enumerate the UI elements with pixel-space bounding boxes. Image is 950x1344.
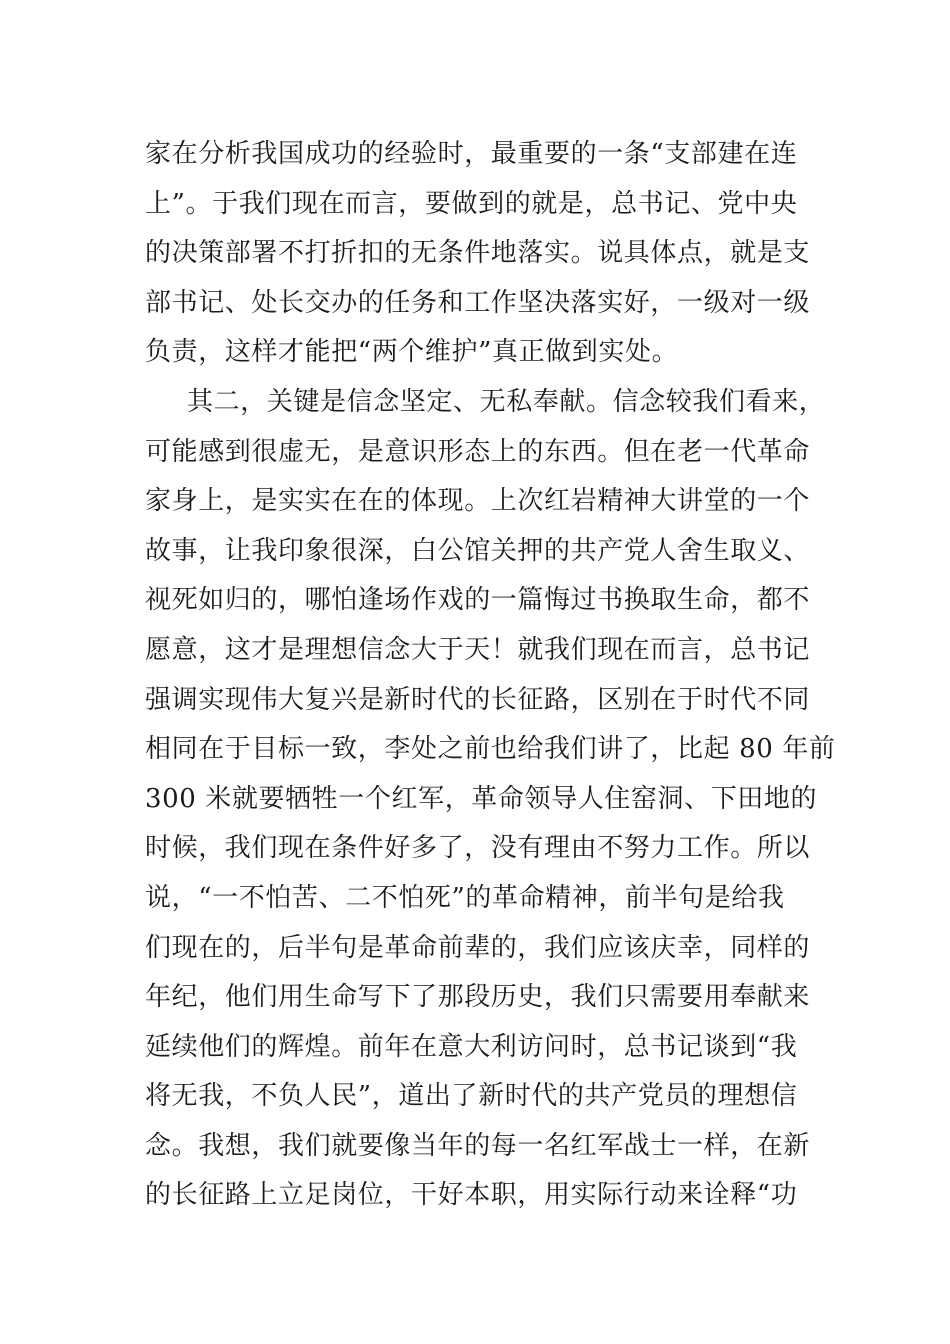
text-line: 故事，让我印象很深，白公馆关押的共产党人舍生取义、 bbox=[145, 535, 811, 566]
paragraph-start-line: 其二，关键是信念坚定、无私奉献。信念较我们看来， bbox=[187, 386, 826, 417]
text-line: 视死如归的，哪怕逢场作戏的一篇悔过书换取生命，都不 bbox=[145, 585, 811, 616]
text-line: 的决策部署不打折扣的无条件地落实。说具体点，就是支 bbox=[145, 238, 811, 269]
text-line: 时候，我们现在条件好多了，没有理由不努力工作。所以 bbox=[145, 833, 811, 864]
text-line: 念。我想，我们就要像当年的每一名红军战士一样，在新 bbox=[145, 1130, 811, 1161]
text-line: 相同在于目标一致，李处之前也给我们讲了，比起 80 年前 bbox=[145, 734, 836, 765]
text-line: 的长征路上立足岗位，干好本职，用实际行动来诠释“功 bbox=[145, 1180, 798, 1211]
body-text bbox=[145, 130, 836, 1221]
text-line: 们现在的，后半句是革命前辈的，我们应该庆幸，同样的 bbox=[145, 932, 811, 963]
text-line: 愿意，这才是理想信念大于天！就我们现在而言，总书记 bbox=[145, 634, 811, 665]
text-line: 可能感到很虚无，是意识形态上的东西。但在老一代革命 bbox=[145, 436, 811, 467]
text-line: 部书记、处长交办的任务和工作坚决落实好，一级对一级 bbox=[145, 287, 811, 318]
text-line: 家在分析我国成功的经验时，最重要的一条“支部建在连 bbox=[145, 139, 798, 169]
text-line: 家身上，是实实在在的体现。上次红岩精神大讲堂的一个 bbox=[145, 486, 811, 517]
text-line: 负责，这样才能把“两个维护”真正做到实处。 bbox=[145, 337, 679, 368]
text-line: 上”。于我们现在而言，要做到的就是，总书记、党中央 bbox=[145, 188, 798, 219]
text-line: 将无我，不负人民”，道出了新时代的共产党员的理想信 bbox=[145, 1081, 798, 1112]
text-line: 年纪，他们用生命写下了那段历史，我们只需要用奉献来 bbox=[145, 982, 811, 1013]
text-line: 300 米就要牺牲一个红军，革命领导人住窑洞、下田地的 bbox=[145, 783, 818, 814]
text-line: 说，“一不怕苦、二不怕死”的革命精神，前半句是给我 bbox=[145, 882, 785, 913]
text-line: 强调实现伟大复兴是新时代的长征路，区别在于时代不同 bbox=[145, 684, 811, 715]
text-line: 延续他们的辉煌。前年在意大利访问时，总书记谈到“我 bbox=[145, 1031, 798, 1062]
